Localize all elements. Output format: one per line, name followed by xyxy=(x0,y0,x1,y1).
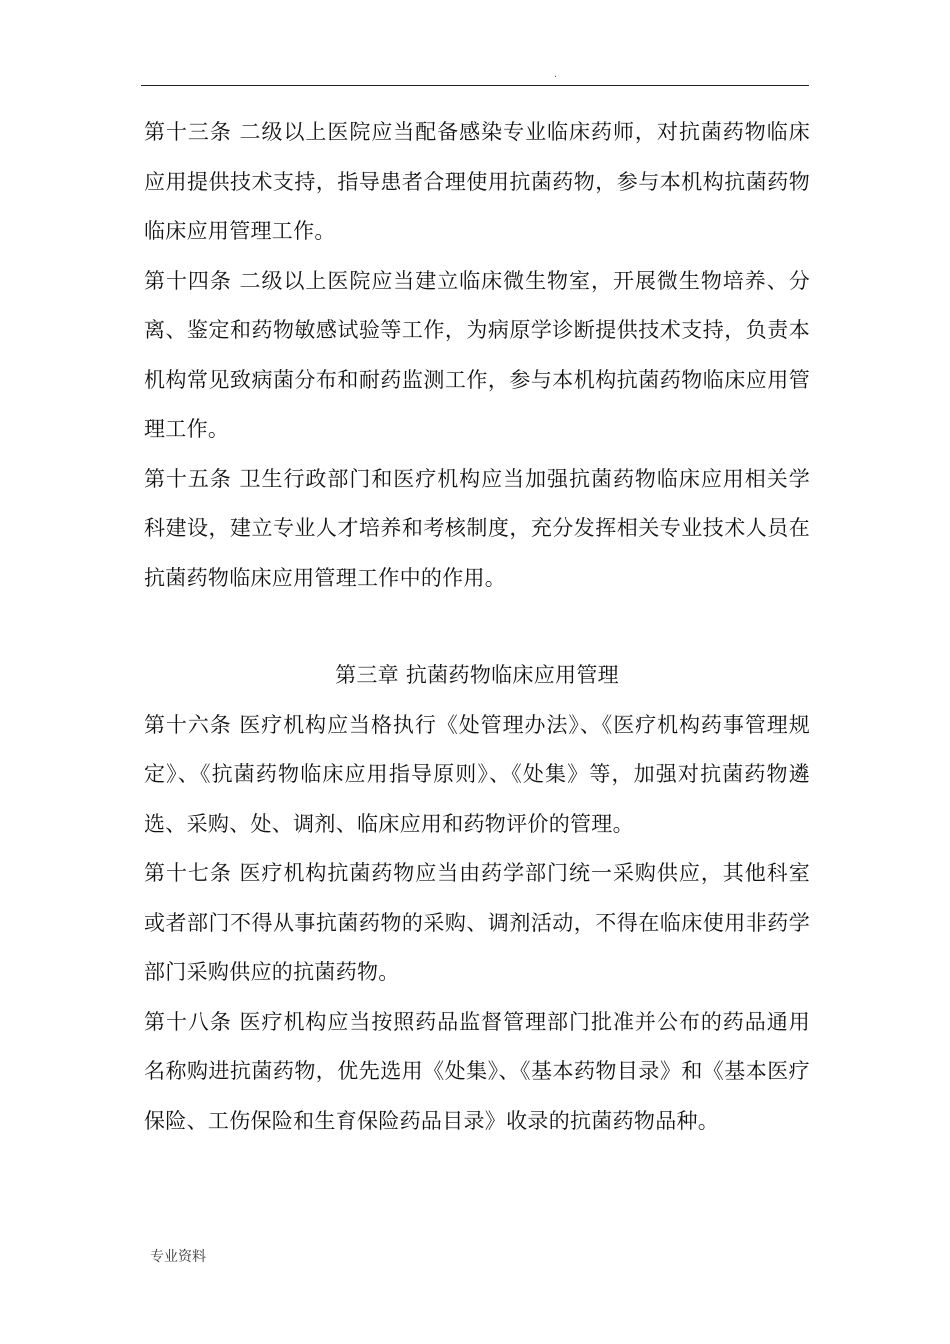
article-18: 第十八条 医疗机构应当按照药品监督管理部门批准并公布的药品通用名称购进抗菌药物，优先选用《处集》、《基本药物目录》和《基本医疗保险、工伤保险和生育保险药品目录》收录的抗菌药物品种。 xyxy=(144,1009,810,1133)
chapter-spacer xyxy=(144,603,810,651)
document-body xyxy=(144,108,810,1146)
chapter-title: 第三章 抗菌药物临床应用管理 xyxy=(335,663,619,687)
article-15: 第十五条 卫生行政部门和医疗机构应当加强抗菌药物临床应用相关学科建设，建立专业人才培养和考核制度，充分发挥相关专业技术人员在抗菌药物临床应用管理工作中的作用。 xyxy=(144,466,810,590)
article-17: 第十七条 医疗机构抗菌药物应当由药学部门统一采购供应，其他科室或者部门不得从事抗菌药物的采购、调剂活动，不得在临床使用非药学部门采购供应的抗菌药物。 xyxy=(144,861,810,984)
article-14: 第十四条 二级以上医院应当建立临床微生物室，开展微生物培养、分离、鉴定和药物敏感试验等工作，为病原学诊断提供技术支持，负责本机构常见致病菌分布和耐药监测工作，参与本机构抗菌药物临床应用管理工作。 xyxy=(144,268,810,441)
footer-label: 专业资料 xyxy=(150,1249,206,1265)
header-rule xyxy=(141,85,809,86)
article-16: 第十六条 医疗机构应当格执行《处管理办法》、《医疗机构药事管理规定》、《抗菌药物临床应用指导原则》、《处集》等，加强对抗菌药物遴选、采购、处、调剂、临床应用和药物评价的管理。 xyxy=(144,712,810,836)
article-13: 第十三条 二级以上医院应当配备感染专业临床药师，对抗菌药物临床应用提供技术支持，指导患者合理使用抗菌药物，参与本机构抗菌药物临床应用管理工作。 xyxy=(144,120,810,243)
header-mark: . xyxy=(554,69,558,80)
